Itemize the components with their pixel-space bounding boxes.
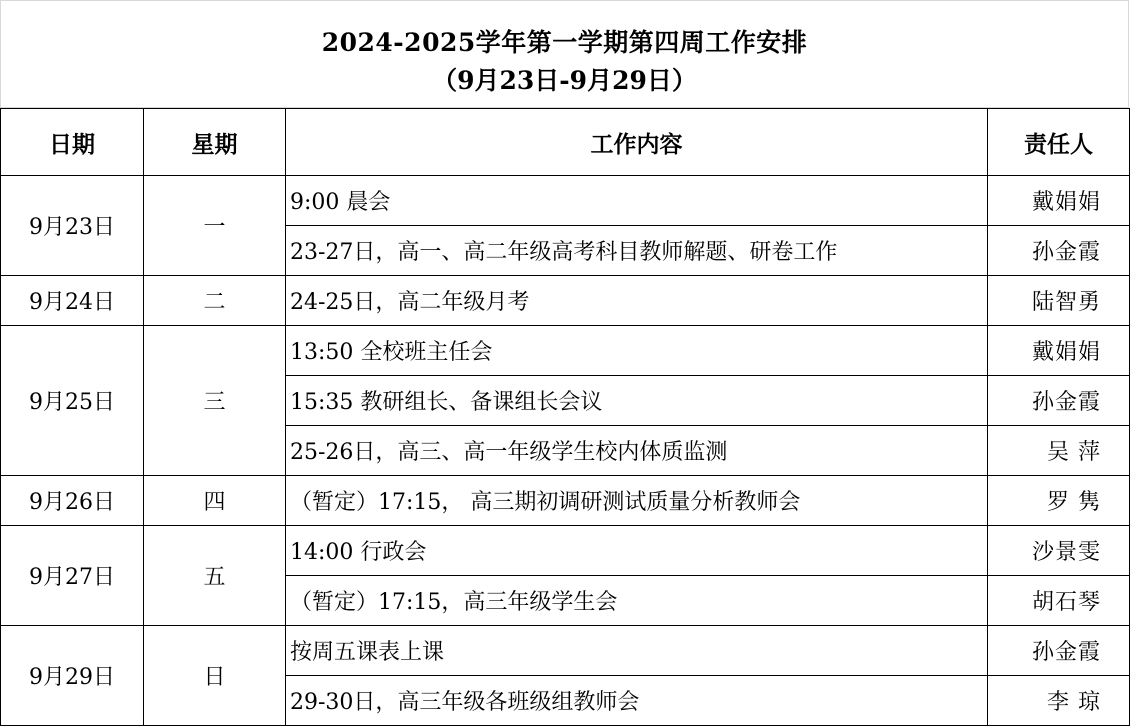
- table-row: [1, 526, 1130, 576]
- content-cell: 9:00 晨会: [286, 176, 988, 226]
- date-cell: 9月24日: [1, 276, 144, 326]
- table-row: [1, 476, 1130, 526]
- person-cell: 戴娟娟: [988, 326, 1130, 376]
- weekday-cell: 一: [144, 176, 286, 276]
- person-cell: 李 琼: [988, 676, 1130, 726]
- person-cell: 孙金霞: [988, 376, 1130, 426]
- weekday-cell: 二: [144, 276, 286, 326]
- person-cell: 吴 萍: [988, 426, 1130, 476]
- person-cell: 罗 隽: [988, 476, 1130, 526]
- weekday-cell: 四: [144, 476, 286, 526]
- date-cell: 9月23日: [1, 176, 144, 276]
- weekday-cell: 三: [144, 326, 286, 476]
- content-cell: 29-30日，高三年级各班级组教师会: [286, 676, 988, 726]
- date-cell: 9月27日: [1, 526, 144, 626]
- person-cell: 沙景雯: [988, 526, 1130, 576]
- content-cell: 按周五课表上课: [286, 626, 988, 676]
- person-cell: 孙金霞: [988, 226, 1130, 276]
- content-cell: 13:50 全校班主任会: [286, 326, 988, 376]
- table-row: [1, 326, 1130, 376]
- page-title: 2024-2025学年第一学期第四周工作安排: [321, 28, 808, 57]
- table-header-row: [1, 109, 1130, 176]
- title-box: [0, 0, 1129, 108]
- content-cell: 23-27日，高一、高二年级高考科目教师解题、研卷工作: [286, 226, 988, 276]
- table-row: [1, 176, 1130, 226]
- content-cell: 24-25日，高二年级月考: [286, 276, 988, 326]
- date-cell: 9月25日: [1, 326, 144, 476]
- person-cell: 戴娟娟: [988, 176, 1130, 226]
- person-cell: 陆智勇: [988, 276, 1130, 326]
- header-person: 责任人: [988, 109, 1130, 176]
- header-date: 日期: [1, 109, 144, 176]
- header-weekday: 星期: [144, 109, 286, 176]
- content-cell: 14:00 行政会: [286, 526, 988, 576]
- table-row: [1, 276, 1130, 326]
- weekday-cell: 五: [144, 526, 286, 626]
- content-cell: 15:35 教研组长、备课组长会议: [286, 376, 988, 426]
- person-cell: 胡石琴: [988, 576, 1130, 626]
- date-cell: 9月29日: [1, 626, 144, 726]
- person-cell: 孙金霞: [988, 626, 1130, 676]
- content-cell: 25-26日，高三、高一年级学生校内体质监测: [286, 426, 988, 476]
- date-cell: 9月26日: [1, 476, 144, 526]
- content-cell: （暂定）17:15， 高三期初调研测试质量分析教师会: [286, 476, 988, 526]
- header-content: 工作内容: [286, 109, 988, 176]
- content-cell: （暂定）17:15，高三年级学生会: [286, 576, 988, 626]
- page-subtitle-date-range: （9月23日-9月29日）: [432, 66, 697, 95]
- weekday-cell: 日: [144, 626, 286, 726]
- schedule-table: [0, 108, 1130, 726]
- table-row: [1, 626, 1130, 676]
